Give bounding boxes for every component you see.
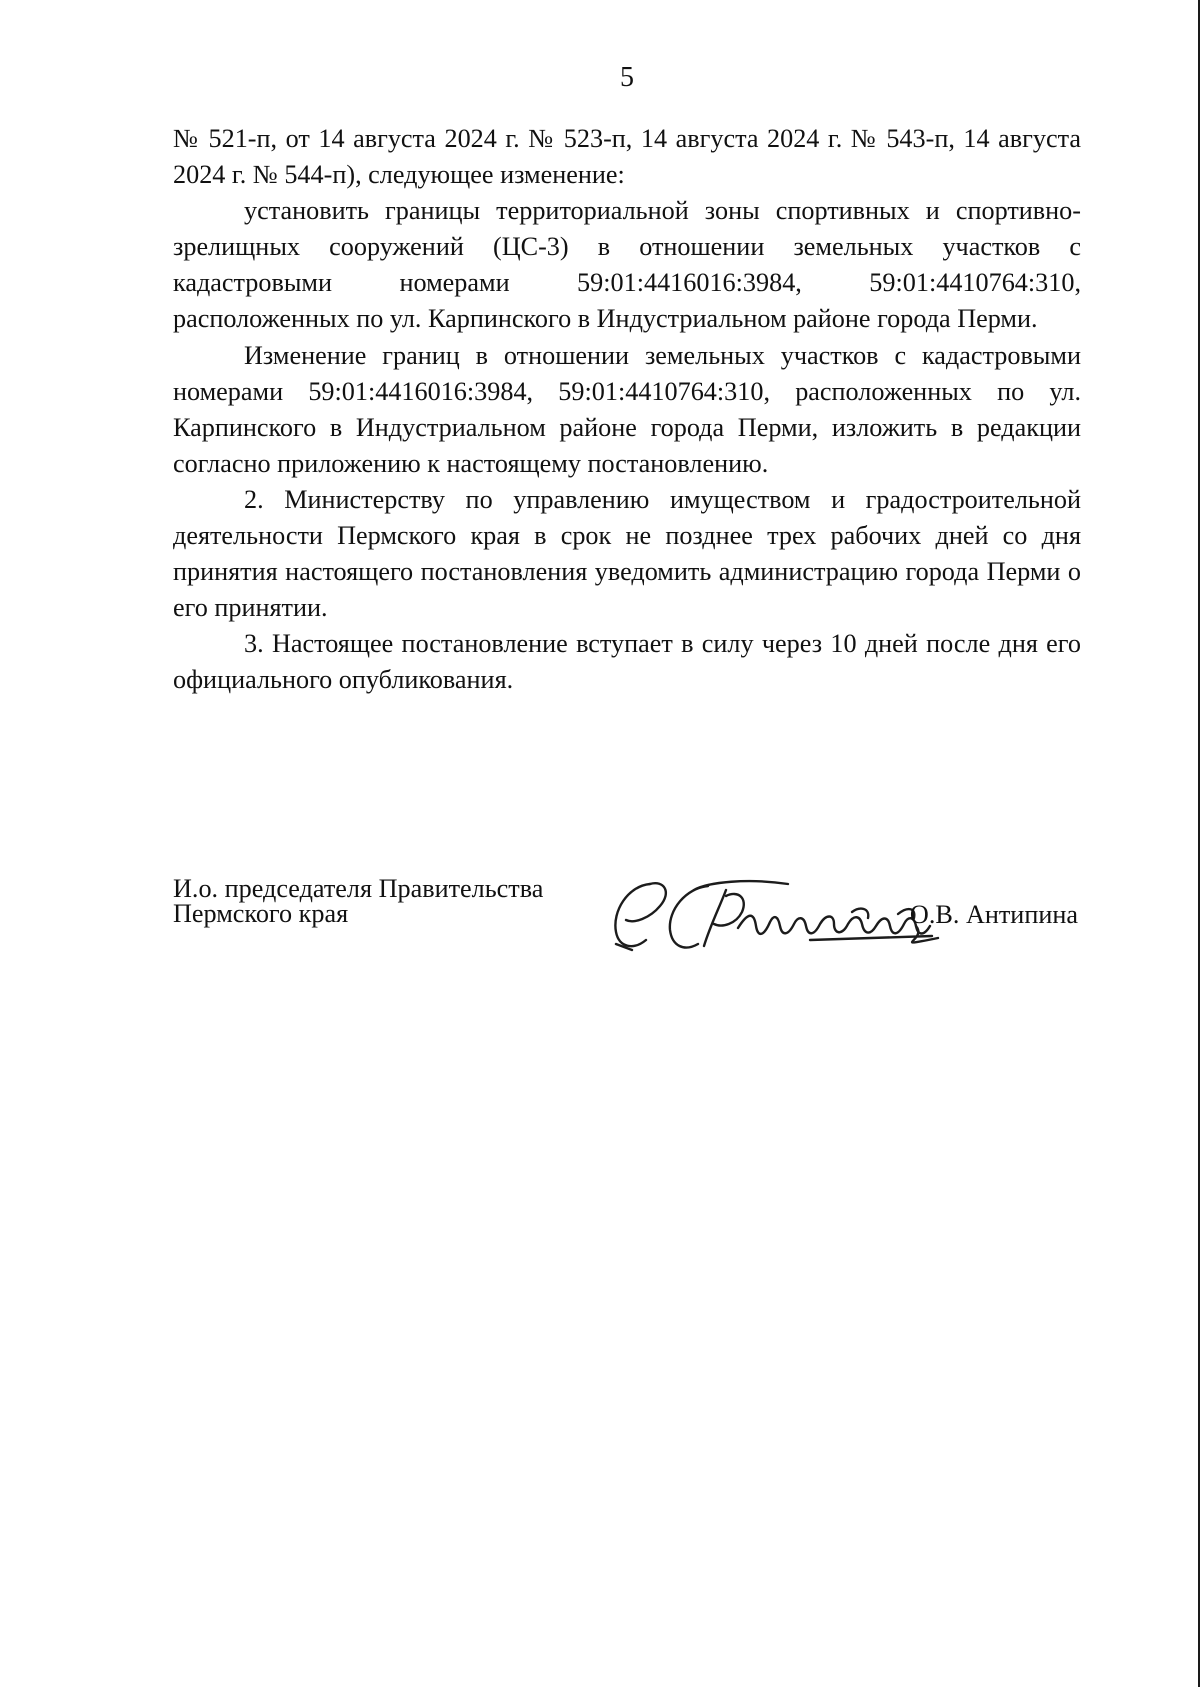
paragraph-item-2: 2. Министерству по управлению имуществом и градостроительной деятельности Пермского края в срок не позднее трех рабочих дней со дня принятия настоящего постановления уведомить администрацию города Перми о его принятии. — [173, 484, 1081, 623]
signatory-name: О.В. Антипина — [909, 900, 1078, 929]
signature-block — [173, 876, 1081, 966]
signatory-title-line2: Пермского края — [173, 899, 349, 928]
paragraph-item-3: 3. Настоящее постановление вступает в силу через 10 дней после дня его официального опубликования. — [173, 629, 1081, 695]
signatory-title — [173, 876, 543, 926]
signatory-title-line1: И.о. председателя Правительства — [173, 874, 544, 903]
page-number: 5 — [620, 62, 634, 93]
paragraph-zone-boundaries: установить границы территориальной зоны спортивных и спортивно-зрелищных сооружений (ЦС-3) в отношении земельных участков с кадастровыми номерами 59:01:4416016:3984, 59:01:4410764:310, расположенных по ул. Карпинского в Индустриальном районе города Перми. — [173, 196, 1081, 334]
paragraph-continuation: № 521-п, от 14 августа 2024 г. № 523-п, 14 августа 2024 г. № 543-п, 14 августа 2024 г. № 544-п), следующее изменение: — [173, 124, 1081, 190]
paragraph-boundary-change: Изменение границ в отношении земельных участков с кадастровыми номерами 59:01:4416016:3984, 59:01:4410764:310, расположенных по ул. Карпинского в Индустриальном районе города Перми, изложить в редакции согласно приложению к настоящему постановлению. — [173, 340, 1081, 478]
document-body — [173, 121, 1081, 699]
